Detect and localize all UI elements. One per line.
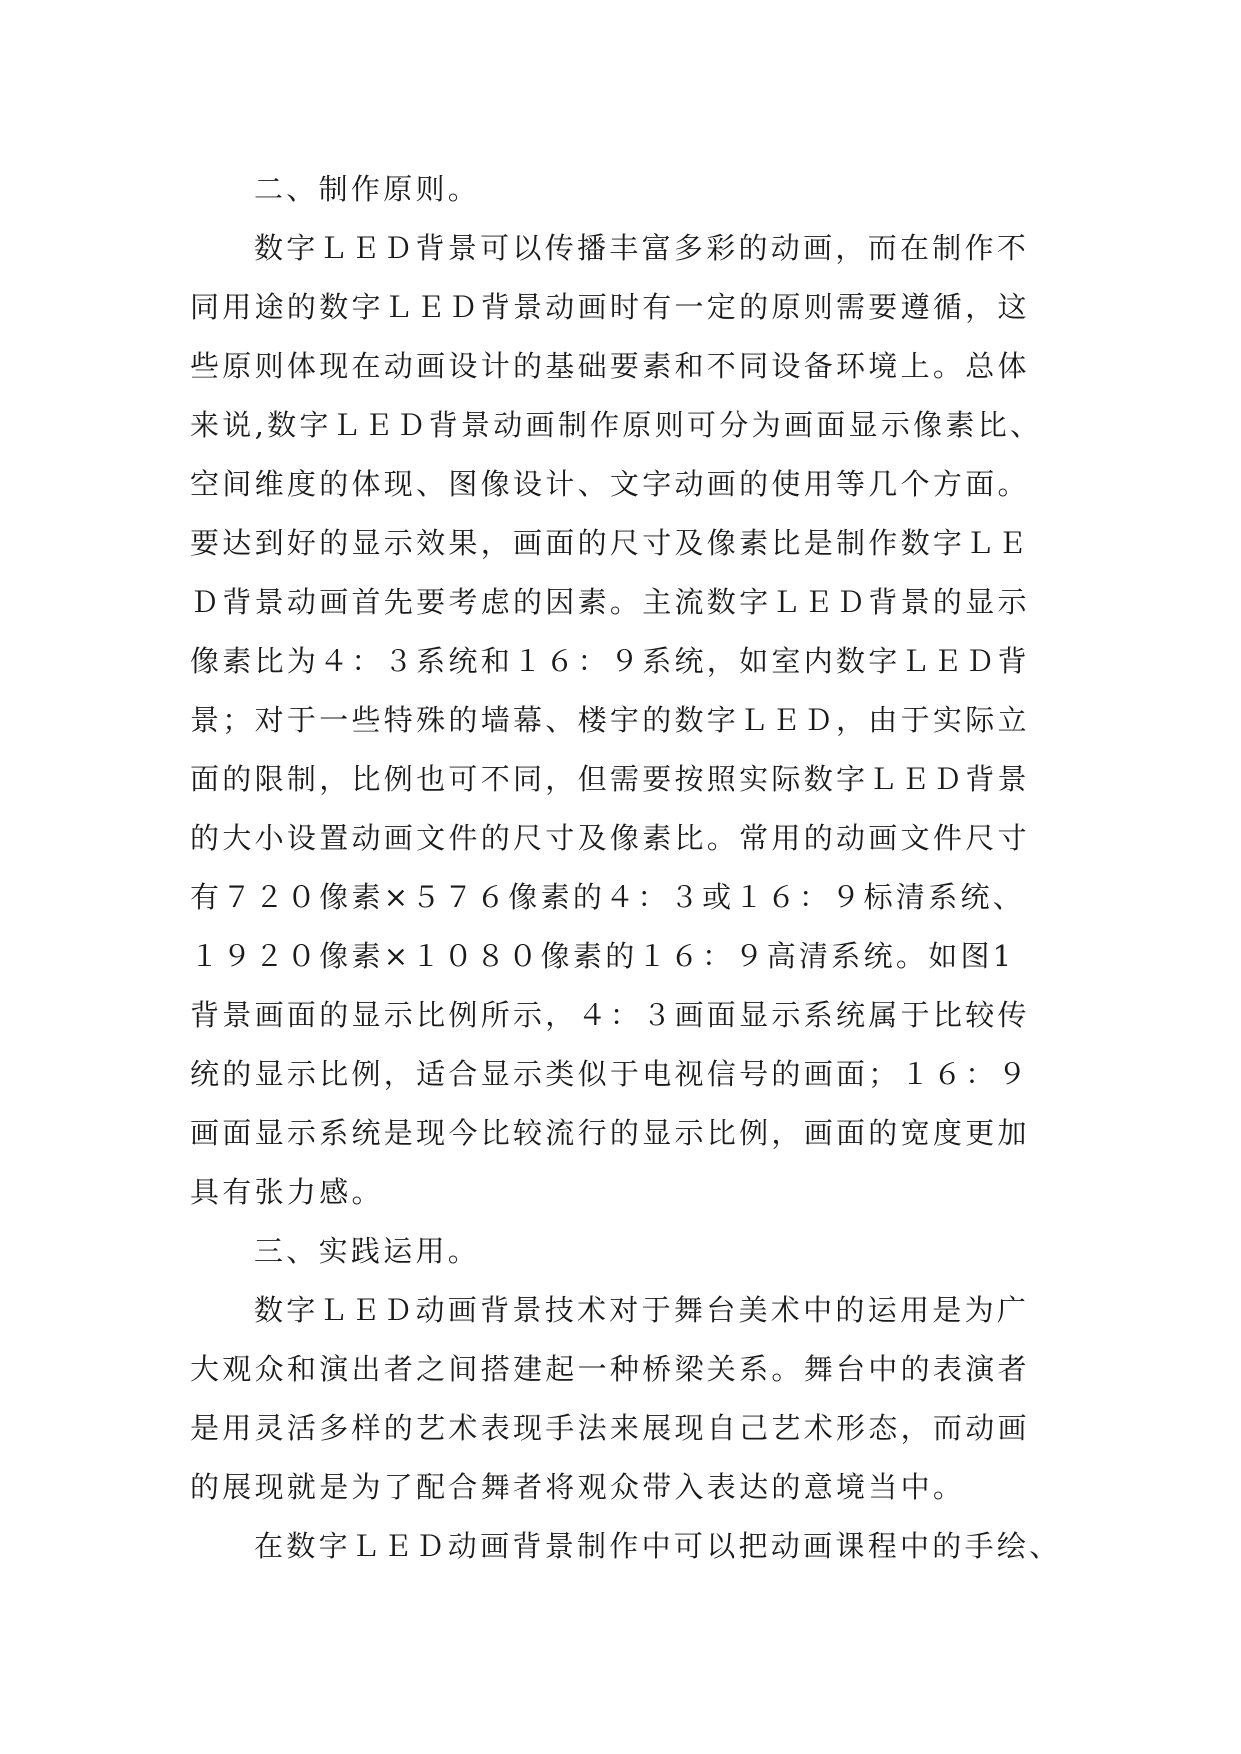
paragraph-line: 有７２０像素×５７６像素的４：３或１６：９标清系统、 xyxy=(190,880,1026,914)
paragraph-line: 要达到好的显示效果，画面的尺寸及像素比是制作数字ＬＥ xyxy=(190,526,1030,560)
paragraph-line: 些原则体现在动画设计的基础要素和不同设备环境上。总体 xyxy=(190,349,1030,383)
paragraph-line: 像素比为４：３系统和１６：９系统，如室内数字ＬＥＤ背 xyxy=(190,644,1030,678)
paragraph-line: 来说,数字ＬＥＤ背景动画制作原则可分为画面显示像素比、 xyxy=(190,408,1043,442)
paragraph-line: 画面显示系统是现今比较流行的显示比例，画面的宽度更加 xyxy=(190,1116,1030,1150)
paragraph-line: 在数字ＬＥＤ动画背景制作中可以把动画课程中的手绘、 xyxy=(254,1529,1062,1563)
paragraph-line: 同用途的数字ＬＥＤ背景动画时有一定的原则需要遵循，这 xyxy=(190,290,1030,324)
paragraph-line: 背景画面的显示比例所示，４：３画面显示系统属于比较传 xyxy=(190,998,1030,1032)
paragraph-line: 数字ＬＥＤ动画背景技术对于舞台美术中的运用是为广 xyxy=(254,1293,1030,1327)
paragraph-line: 统的显示比例，适合显示类似于电视信号的画面；１６：９ xyxy=(190,1057,1030,1091)
paragraph-line: １９２０像素×１０８０像素的１６：９高清系统。如图1 xyxy=(190,939,1015,973)
paragraph-line: 大观众和演出者之间搭建起一种桥梁关系。舞台中的表演者 xyxy=(190,1352,1030,1386)
paragraph-line: 景；对于一些特殊的墙幕、楼宇的数字ＬＥＤ，由于实际立 xyxy=(190,703,1030,737)
section-heading-principles: 二、制作原则。 xyxy=(254,172,481,206)
body-text xyxy=(190,160,1070,1576)
paragraph-line: 的大小设置动画文件的尺寸及像素比。常用的动画文件尺寸 xyxy=(190,821,1030,855)
paragraph-line: Ｄ背景动画首先要考虑的因素。主流数字ＬＥＤ背景的显示 xyxy=(190,585,1030,619)
paragraph-line: 空间维度的体现、图像设计、文字动画的使用等几个方面。 xyxy=(190,467,1030,501)
paragraph-line: 的展现就是为了配合舞者将观众带入表达的意境当中。 xyxy=(190,1470,966,1504)
section-heading-practice: 三、实践运用。 xyxy=(254,1234,481,1268)
paragraph-line: 面的限制，比例也可不同，但需要按照实际数字ＬＥＤ背景 xyxy=(190,762,1030,796)
paragraph-line: 是用灵活多样的艺术表现手法来展现自己艺术形态，而动画 xyxy=(190,1411,1030,1445)
paragraph-line: 具有张力感。 xyxy=(190,1175,384,1209)
paragraph-line: 数字ＬＥＤ背景可以传播丰富多彩的动画，而在制作不 xyxy=(254,231,1030,265)
